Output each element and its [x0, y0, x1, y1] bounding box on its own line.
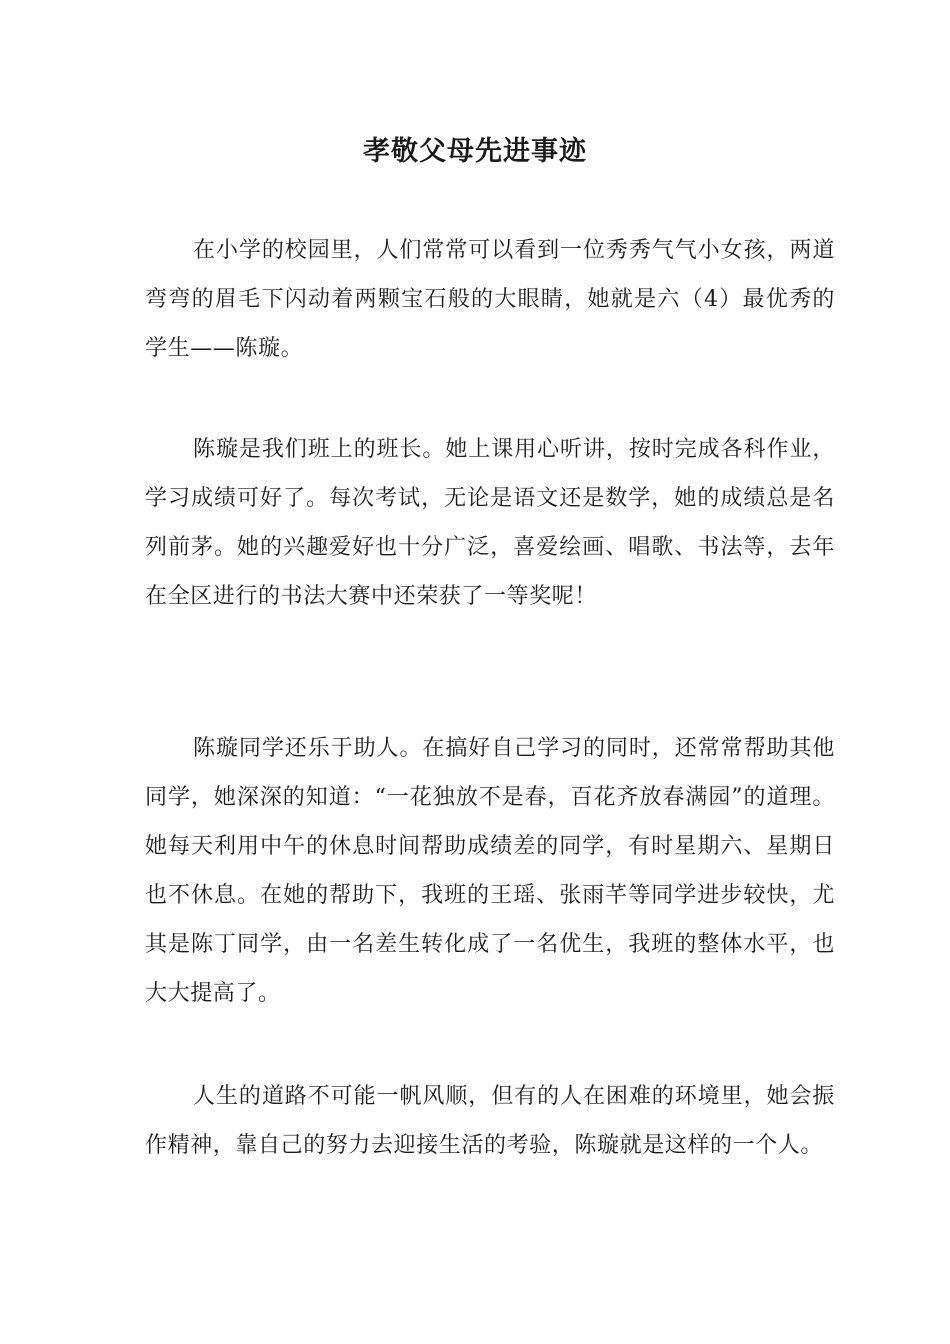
paragraph-3: 陈璇同学还乐于助人。在搞好自己学习的同时，还常常帮助其他同学，她深深的知道：“一花独放不是春，百花齐放春满园”的道理。她每天利用中午的休息时间帮助成绩差的同学，有时星期六、星期日也不休息。在她的帮助下，我班的王瑶、张雨芊等同学进步较快，尤其是陈丁同学，由一名差生转化成了一名优生，我班的整体水平，也大大提高了。 [145, 736, 835, 1006]
paragraph-4: 人生的道路不可能一帆风顺，但有的人在困难的环境里，她会振作精神，靠自己的努力去迎接生活的考验，陈璇就是这样的一个人。 [145, 1084, 835, 1158]
paragraph-1: 在小学的校园里，人们常常可以看到一位秀秀气气小女孩，两道弯弯的眉毛下闪动着两颗宝石般的大眼睛，她就是六（4）最优秀的学生——陈璇。 [145, 238, 835, 361]
document-title: 孝敬父母先进事迹 [363, 136, 587, 167]
paragraph-2: 陈璇是我们班上的班长。她上课用心听讲，按时完成各科作业，学习成绩可好了。每次考试，无论是语文还是数学，她的成绩总是名列前茅。她的兴趣爱好也十分广泛，喜爱绘画、唱歌、书法等，去年在全区进行的书法大赛中还荣获了一等奖呢！ [145, 437, 835, 609]
